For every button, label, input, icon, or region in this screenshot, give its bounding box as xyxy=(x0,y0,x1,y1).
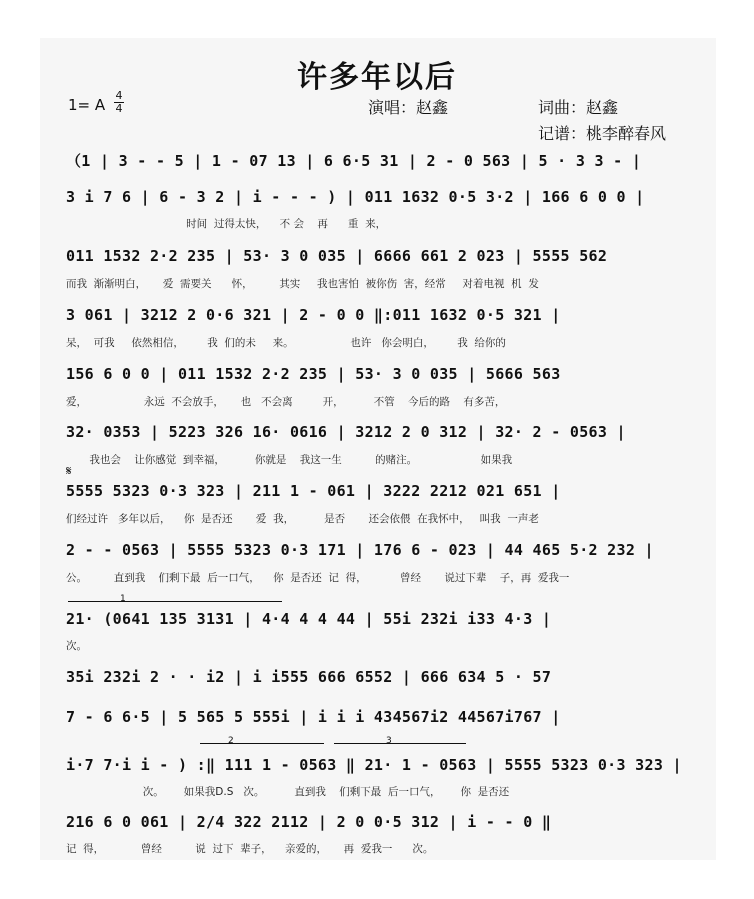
lyric-line: 呆， 可我 依然相信， 我 们的未 来。 也许 你会明白， 我 给你的 xyxy=(66,337,506,349)
score-line: 7 - 6 6·5 | 5 565 5 555i | i i i 434567i2 44567i767 | xyxy=(66,708,561,726)
volta-line xyxy=(334,743,466,744)
score-line: 156 6 0 0 | 011 1532 2·2 235 | 53· 3 0 035 | 5666 563 xyxy=(66,365,561,383)
volta-bracket-3: 3 xyxy=(386,736,392,746)
lyric-line: 次。 xyxy=(66,640,87,652)
lyric-line: 而我 渐渐明白， 爱 需要关 怀， 其实 我也害怕 被你伤 害，经常 对着电视 机 发 xyxy=(66,278,539,290)
score-line: 2 - - 0563 | 5555 5323 0·3 171 | 176 6 - 023 | 44 465 5·2 232 | xyxy=(66,541,654,559)
score-line: 32· 0353 | 5223 326 16· 0616 | 3212 2 0 312 | 32· 2 - 0563 | xyxy=(66,423,626,441)
lyric-line: 我也会 让你感觉 到幸福， 你就是 我这一生 的赌注。 如果我 xyxy=(66,454,513,466)
score-line: 216 6 0 061 | 2/4 322 2112 | 2 0 0·5 312 | i - - 0 ‖ xyxy=(66,813,552,831)
volta-bracket-1: 1 xyxy=(120,594,126,604)
score-line: （1 | 3 - - 5 | 1 - 07 13 | 6 6·5 31 | 2 - 0 563 | 5 · 3 3 - | xyxy=(66,152,642,170)
key-signature: 1= A xyxy=(68,96,106,114)
score-line: 3 i 7 6 | 6 - 3 2 | i - - - ) | 011 1632 0·5 3·2 | 166 6 0 0 | xyxy=(66,188,645,206)
time-signature-top: 4 xyxy=(115,89,123,102)
lyric-line: 记 得， 曾经 说 过下 辈子， 亲爱的， 再 爱我一 次。 xyxy=(66,843,434,855)
lyric-line: 们经过许 多年以后， 你 是否还 爱 我， 是否 还会依偎 在我怀中， 叫我 一声老 xyxy=(66,513,539,525)
segno-mark: 𝄋 xyxy=(66,464,72,479)
volta-line xyxy=(68,601,282,602)
song-title: 许多年以后 xyxy=(297,60,457,95)
score-line: 5555 5323 0·3 323 | 211 1 - 061 | 3222 2212 021 651 | xyxy=(66,482,561,500)
volta-bracket-2: 2 xyxy=(228,736,234,746)
volta-line xyxy=(200,743,324,744)
lyric-line: 次。 如果我D.S 次。 直到我 们剩下最 后一口气， 你 是否还 xyxy=(66,786,510,798)
time-signature-bottom: 4 xyxy=(115,102,123,115)
lyric-line: 爱， 永远 不会放手， 也 不会离 开， 不管 今后的路 有多苦， xyxy=(66,396,506,408)
time-signature xyxy=(114,90,124,115)
lyric-line: 公。 直到我 们剩下最 后一口气， 你 是否还 记 得， 曾经 说过下辈 子，再 爱我一 xyxy=(66,572,570,584)
lyric-line: 时间 过得太快， 不 会 再 重 来， xyxy=(66,218,387,230)
score-line: 21· (0641 135 3131 | 4·4 4 4 44 | 55i 232i i33 4·3 | xyxy=(66,610,552,628)
lyricist-composer-credit: 词曲：赵鑫 xyxy=(538,98,619,117)
score-line: 011 1532 2·2 235 | 53· 3 0 035 | 6666 661 2 023 | 5555 562 xyxy=(66,247,608,265)
singer-credit: 演唱：赵鑫 xyxy=(368,98,449,117)
transcriber-credit: 记谱：桃李醉春风 xyxy=(538,124,667,143)
score-line: 35i 232i 2 · · i2 | i i555 666 6552 | 666 634 5 · 57 xyxy=(66,668,552,686)
score-line: i·7 7·i i - ) :‖ 111 1 - 0563 ‖ 21· 1 - 0563 | 5555 5323 0·3 323 | xyxy=(66,756,682,774)
score-line: 3 061 | 3212 2 0·6 321 | 2 - 0 0 ‖:011 1632 0·5 321 | xyxy=(66,306,561,324)
